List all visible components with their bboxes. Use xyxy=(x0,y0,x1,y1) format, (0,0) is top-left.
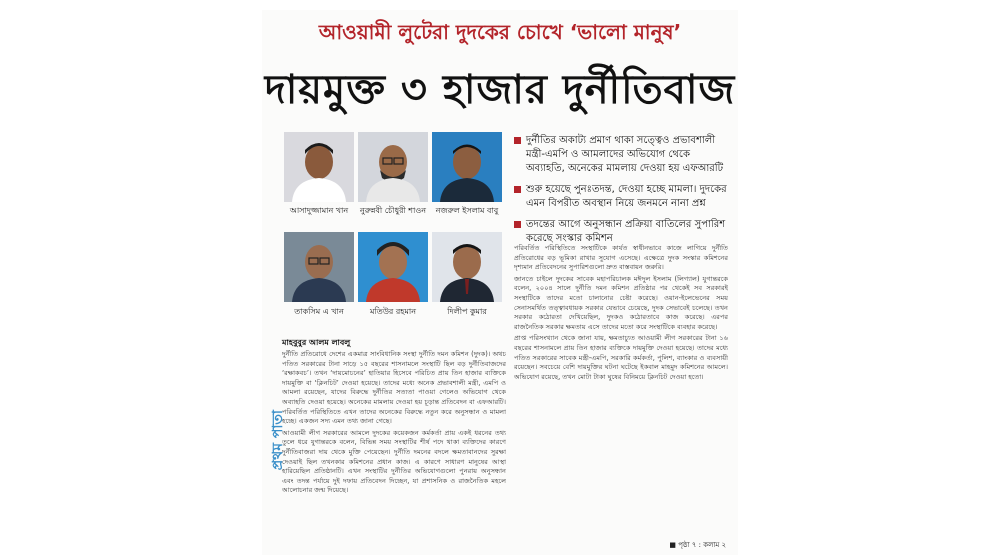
newspaper-page xyxy=(262,10,738,555)
highlight-item xyxy=(514,218,728,246)
photo-grid xyxy=(282,132,502,332)
portrait-photo xyxy=(432,232,502,302)
portrait-photo xyxy=(284,132,354,202)
highlight-text: শুরু হয়েছে পুনঃতদন্ত, দেওয়া হচ্ছে মামলা। দুদকের এমন বিপরীত অবস্থান নিয়ে জনমনে নানা প্রশ্ন xyxy=(526,184,727,209)
section-label-text: প্রথম পাতা xyxy=(270,410,286,471)
article-column-left xyxy=(282,350,506,530)
photo-caption: মতিউর রহমান xyxy=(369,307,417,316)
photo-caption: নজরুল ইসলাম বাবু xyxy=(435,206,499,215)
photo-caption: দিলীপ কুমার xyxy=(447,307,487,316)
bullet-square-icon xyxy=(514,221,521,228)
section-label xyxy=(266,410,286,555)
highlight-text: দুর্নীতির অকাট্য প্রমাণ থাকা সত্ত্বেও প্রভাবশালী মন্ত্রী-এমপি ও আমলাদের অভিযোগ থেকে অব্যাহতি, অনেকের মামলায় দেওয়া হয় এফআরটি xyxy=(526,135,724,174)
photo-caption: নুরুন্নবী চৌধুরী শাওন xyxy=(359,206,427,215)
highlight-item xyxy=(514,134,728,176)
portrait-photo xyxy=(284,232,354,302)
bullet-square-icon xyxy=(514,137,521,144)
bullet-square-icon xyxy=(514,186,521,193)
article-paragraph: প্রাপ্ত পরিসংখ্যান থেকে জানা যায়, ক্ষমতাচ্যুত আওয়ামী লীগ সরকারের টানা ১৬ বছরের শাসনামলে প্রায় তিন হাজার ব্যক্তিকে দায়মুক্তি দেওয়া হয়েছে। তাদের মধ্যে পতিত সরকারের সাবেক মন্ত্রী-এমপি, সরকারি কর্মকর্তা, পুলিশ, ব্যাংকার ও ব্যবসায়ী রয়েছেন। সবচেয়ে বেশি দায়মুক্তির ঘটনা ঘটেছে ইকবাল মাহমুদ কমিশনের আমলে। অভিযোগ রয়েছে, তখন মোটা টাকা ঘুষের বিনিময়ে ক্লিনচিট দেওয়া হতো। xyxy=(514,334,728,381)
byline: মাহবুবুর আলম লাবলু xyxy=(282,338,351,347)
kicker-headline: আওয়ামী লুটেরা দুদকের চোখে ‘ভালো মানুষ’ xyxy=(318,20,682,44)
highlights-list xyxy=(514,134,728,253)
portrait-photo xyxy=(358,232,428,302)
article-paragraph: দুর্নীতি প্রতিরোধে দেশের একমাত্র সাংবিধানিক সংস্থা দুর্নীতি দমন কমিশন (দুদক)। অথচ পতিত সরকারের টানা সাড়ে ১৫ বছরের শাসনামলে সংস্থাটি ছিল বড় দুর্নীতিবাজদের ‘রক্ষাকবচ’। তখন ‘দায়মোচনের’ হাতিয়ার হিসেবে পরিচিত প্রায় তিন হাজার ব্যক্তিকে দায়মুক্তি বা ‘ক্লিনচিট’ দেওয়া হয়েছে। তাদের মধ্যে অনেক প্রভাবশালী মন্ত্রী, এমপি ও আমলা রয়েছেন, যাদের বিরুদ্ধে দুর্নীতির সত্যতা পাওয়া গেলেও অভিযোগ থেকে অব্যাহতি দেওয়া হয়েছে। অনেকের মামলায় দেওয়া হয় চূড়ান্ত প্রতিবেদন বা এফআরটি। পরিবর্তিত পরিস্থিতিতে এখন তাদের অনেকের বিরুদ্ধে নতুন করে অনুসন্ধান ও মামলা হচ্ছে। একজন সদ্য এমন তথ্য জানা গেছে। xyxy=(282,350,506,426)
article-paragraph: জানতে চাইলে দুদকের সাবেক মহাপরিচালক মঈদুল ইসলাম (লিগ্যাল) যুগান্তরকে বলেন, ২০০৪ সালে দুর্নীতি দমন কমিশন প্রতিষ্ঠার পর থেকেই সব সরকারই সংস্থাটিকে তাদের মতো চালানোর চেষ্টা করেছে। ওয়ান-ইলেভেনের সময় সেনাসমর্থিত তত্ত্বাবধায়ক সরকার যেভাবে চেয়েছে, দুদক সেভাবেই চলেছে। তখন সরকার কঠোরতা দেখিয়েছিল, দুদকও কঠোরতাবে কাজ করেছে। এরপর রাজনৈতিক সরকার ক্ষমতায় এসে তাদের মতো করে সংস্থাটিকে ব্যবহার করেছে। xyxy=(514,274,728,331)
portrait-photo xyxy=(358,132,428,202)
continued-reference: ■ পৃষ্ঠা ৭ : কলাম ২ xyxy=(669,541,726,549)
highlight-text: তদন্তের আগে অনুসন্ধান প্রক্রিয়া বাতিলের সুপারিশ করেছে সংস্কার কমিশন xyxy=(526,219,726,244)
photo-caption: আসাদুজ্জামান খান xyxy=(289,206,349,215)
article-paragraph: আওয়ামী লীগ সরকারের আমলে দুদকের কয়েকজন কর্মকর্তা প্রায় একই ধরনের তথ্য তুলে ধরে যুগান্তরকে বলেন, বিভিন্ন সময় সংস্থাটির শীর্ষ পদে থাকা ব্যক্তিদের কারণে দুর্নীতিবাজরা দায় থেকে মুক্তি পেয়েছেন। দুর্নীতি দমনের বদলে ক্ষমতাবানদের সুরক্ষা দেওয়াই ছিল তখনকার কমিশনের প্রধান কাজ। এ কারণে সাধারণ মানুষের আস্থা হারিয়েছিল প্রতিষ্ঠানটি। এখন সংস্থাটির দুর্নীতির অভিযোগগুলো পুনরায় অনুসন্ধান এবং তদন্ত পর্যায়ে দুই দফায় প্রতিবেদন দিচ্ছেন, যা প্রশাসনিক ও রাজনৈতিক মহলে আলোচনার জন্ম দিয়েছে। xyxy=(282,428,506,495)
portrait-photo xyxy=(432,132,502,202)
article-column-right xyxy=(514,244,728,539)
main-headline: দায়মুক্ত ৩ হাজার দুর্নীতিবাজ xyxy=(264,67,736,113)
photo-caption: তাকসিম এ খান xyxy=(294,307,344,316)
highlight-item xyxy=(514,183,728,211)
article-paragraph: পরিবর্তিত পরিস্থিতিতে সংস্থাটিকে কার্যত স্বাধীনভাবে কাজে লাগিয়ে দুর্নীতি প্রতিরোধের বড় ভূমিকা রাখার সুযোগ এসেছে। এক্ষেত্রে দুদক সংস্কার কমিশনের দৃশ্যমান প্রতিবেদনের সুপারিশগুলো দ্রুত বাস্তবায়ন জরুরি। xyxy=(514,244,728,272)
